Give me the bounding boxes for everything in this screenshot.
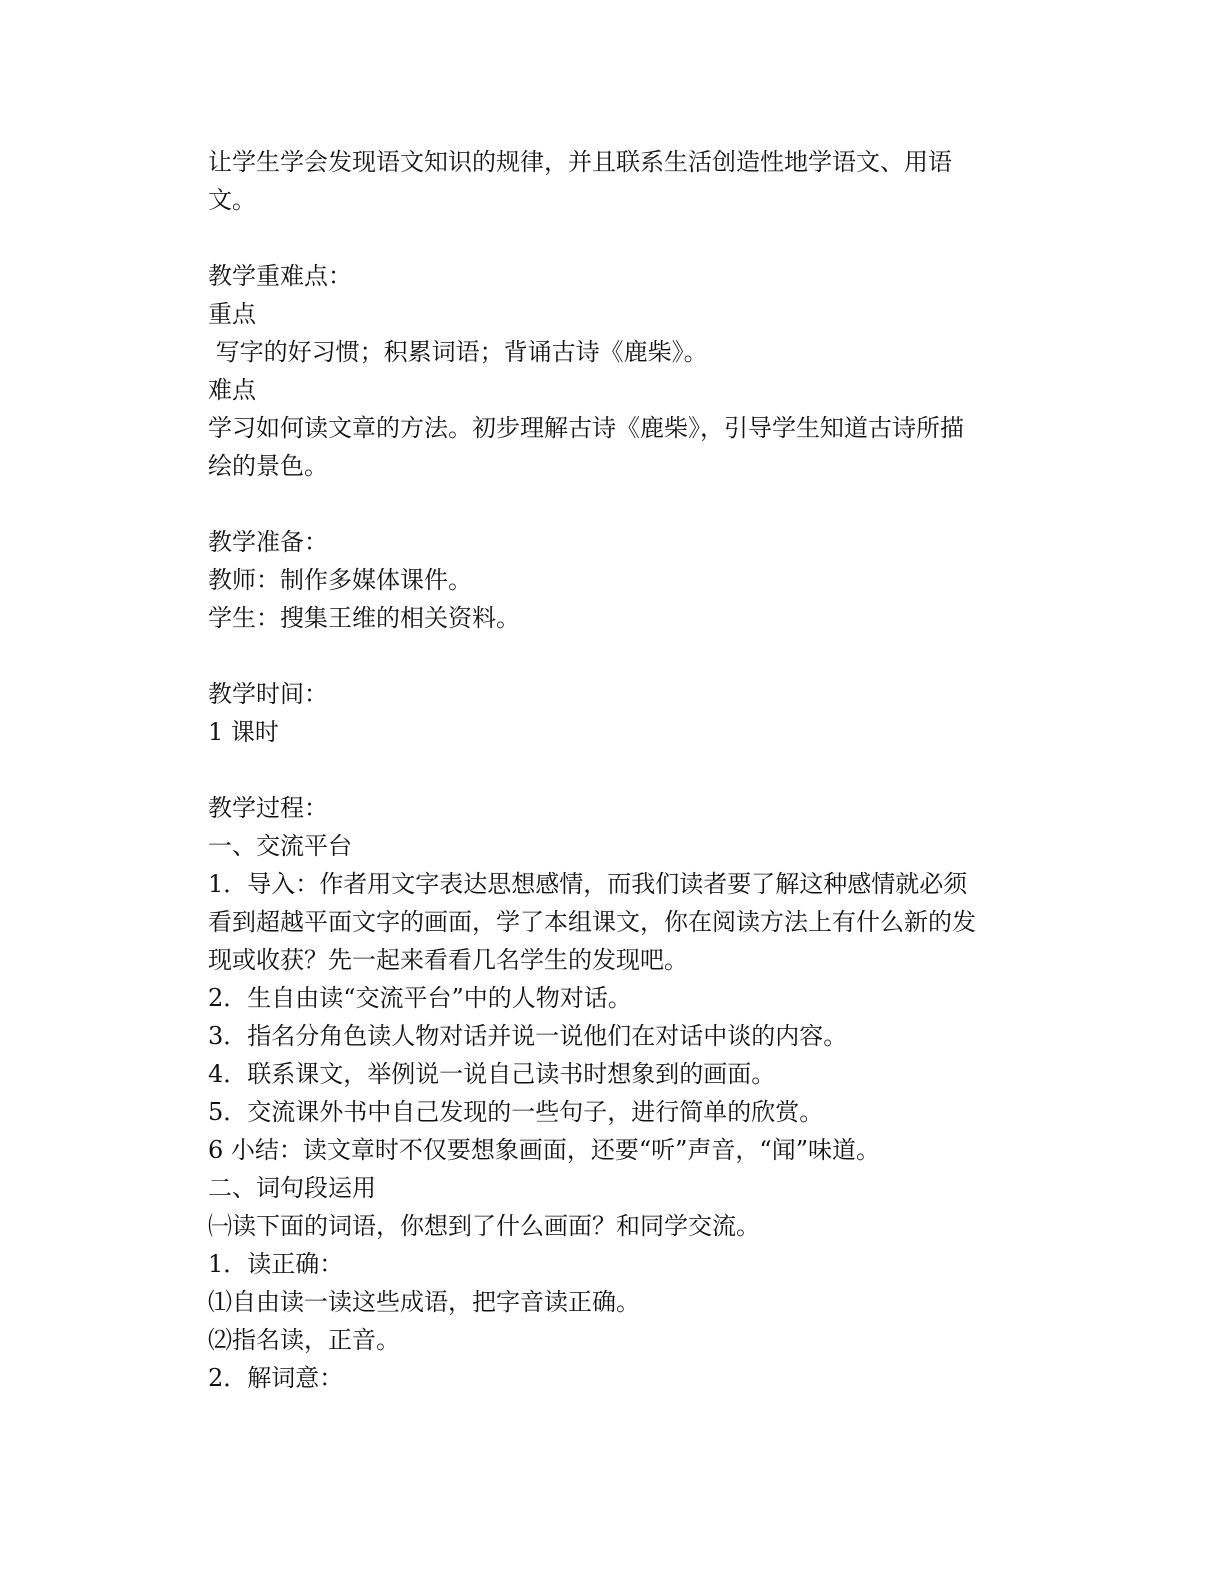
process-heading: 教学过程： (208, 794, 328, 822)
intro-line: 让学生学会发现语文知识的规律，并且联系生活创造性地学语文、用语 (208, 148, 952, 176)
spacer (208, 751, 1008, 789)
difficulty-heading: 教学重难点： (208, 262, 352, 290)
intro-line: 文。 (208, 186, 256, 214)
prep-student: 学生：搜集王维的相关资料。 (208, 604, 520, 632)
section-title: 一、交流平台 (208, 832, 352, 860)
prep-teacher: 教师：制作多媒体课件。 (208, 566, 472, 594)
spacer (208, 637, 1008, 675)
step-text: 2．生自由读“交流平台”中的人物对话。 (208, 984, 632, 1012)
step-text: 2．解词意： (208, 1364, 344, 1392)
step-text: 看到超越平面文字的画面，学了本组课文，你在阅读方法上有什么新的发 (208, 908, 976, 936)
time-heading: 教学时间： (208, 680, 328, 708)
step-text: 1．读正确： (208, 1250, 344, 1278)
step-text: 现或收获？先一起来看看几名学生的发现吧。 (208, 946, 688, 974)
difficult-point-label: 难点 (208, 376, 256, 404)
step-text: ⑵指名读，正音。 (208, 1326, 400, 1354)
prep-heading: 教学准备： (208, 528, 328, 556)
step-text: 4．联系课文，举例说一说自己读书时想象到的画面。 (208, 1060, 776, 1088)
step-text: 3．指名分角色读人物对话并说一说他们在对话中谈的内容。 (208, 1022, 848, 1050)
step-text: 1．导入：作者用文字表达思想感情，而我们读者要了解这种感情就必须 (208, 870, 968, 898)
step-text: 6 小结：读文章时不仅要想象画面，还要“听”声音，“闻”味道。 (208, 1136, 880, 1164)
step-text: ⑴自由读一读这些成语，把字音读正确。 (208, 1288, 640, 1316)
key-point-label: 重点 (208, 300, 256, 328)
difficult-point-text: 学习如何读文章的方法。初步理解古诗《鹿柴》，引导学生知道古诗所描 (208, 414, 964, 442)
spacer (208, 219, 1008, 257)
time-value: 1 课时 (208, 718, 279, 746)
subsection-title: ㈠读下面的词语，你想到了什么画面？和同学交流。 (208, 1212, 760, 1240)
section-title: 二、词句段运用 (208, 1174, 376, 1202)
step-text: 5．交流课外书中自己发现的一些句子，进行简单的欣赏。 (208, 1098, 824, 1126)
difficult-point-text: 绘的景色。 (208, 452, 328, 480)
document-page (208, 143, 1008, 1397)
key-point-text: 写字的好习惯；积累词语；背诵古诗《鹿柴》。 (208, 338, 708, 366)
spacer (208, 485, 1008, 523)
